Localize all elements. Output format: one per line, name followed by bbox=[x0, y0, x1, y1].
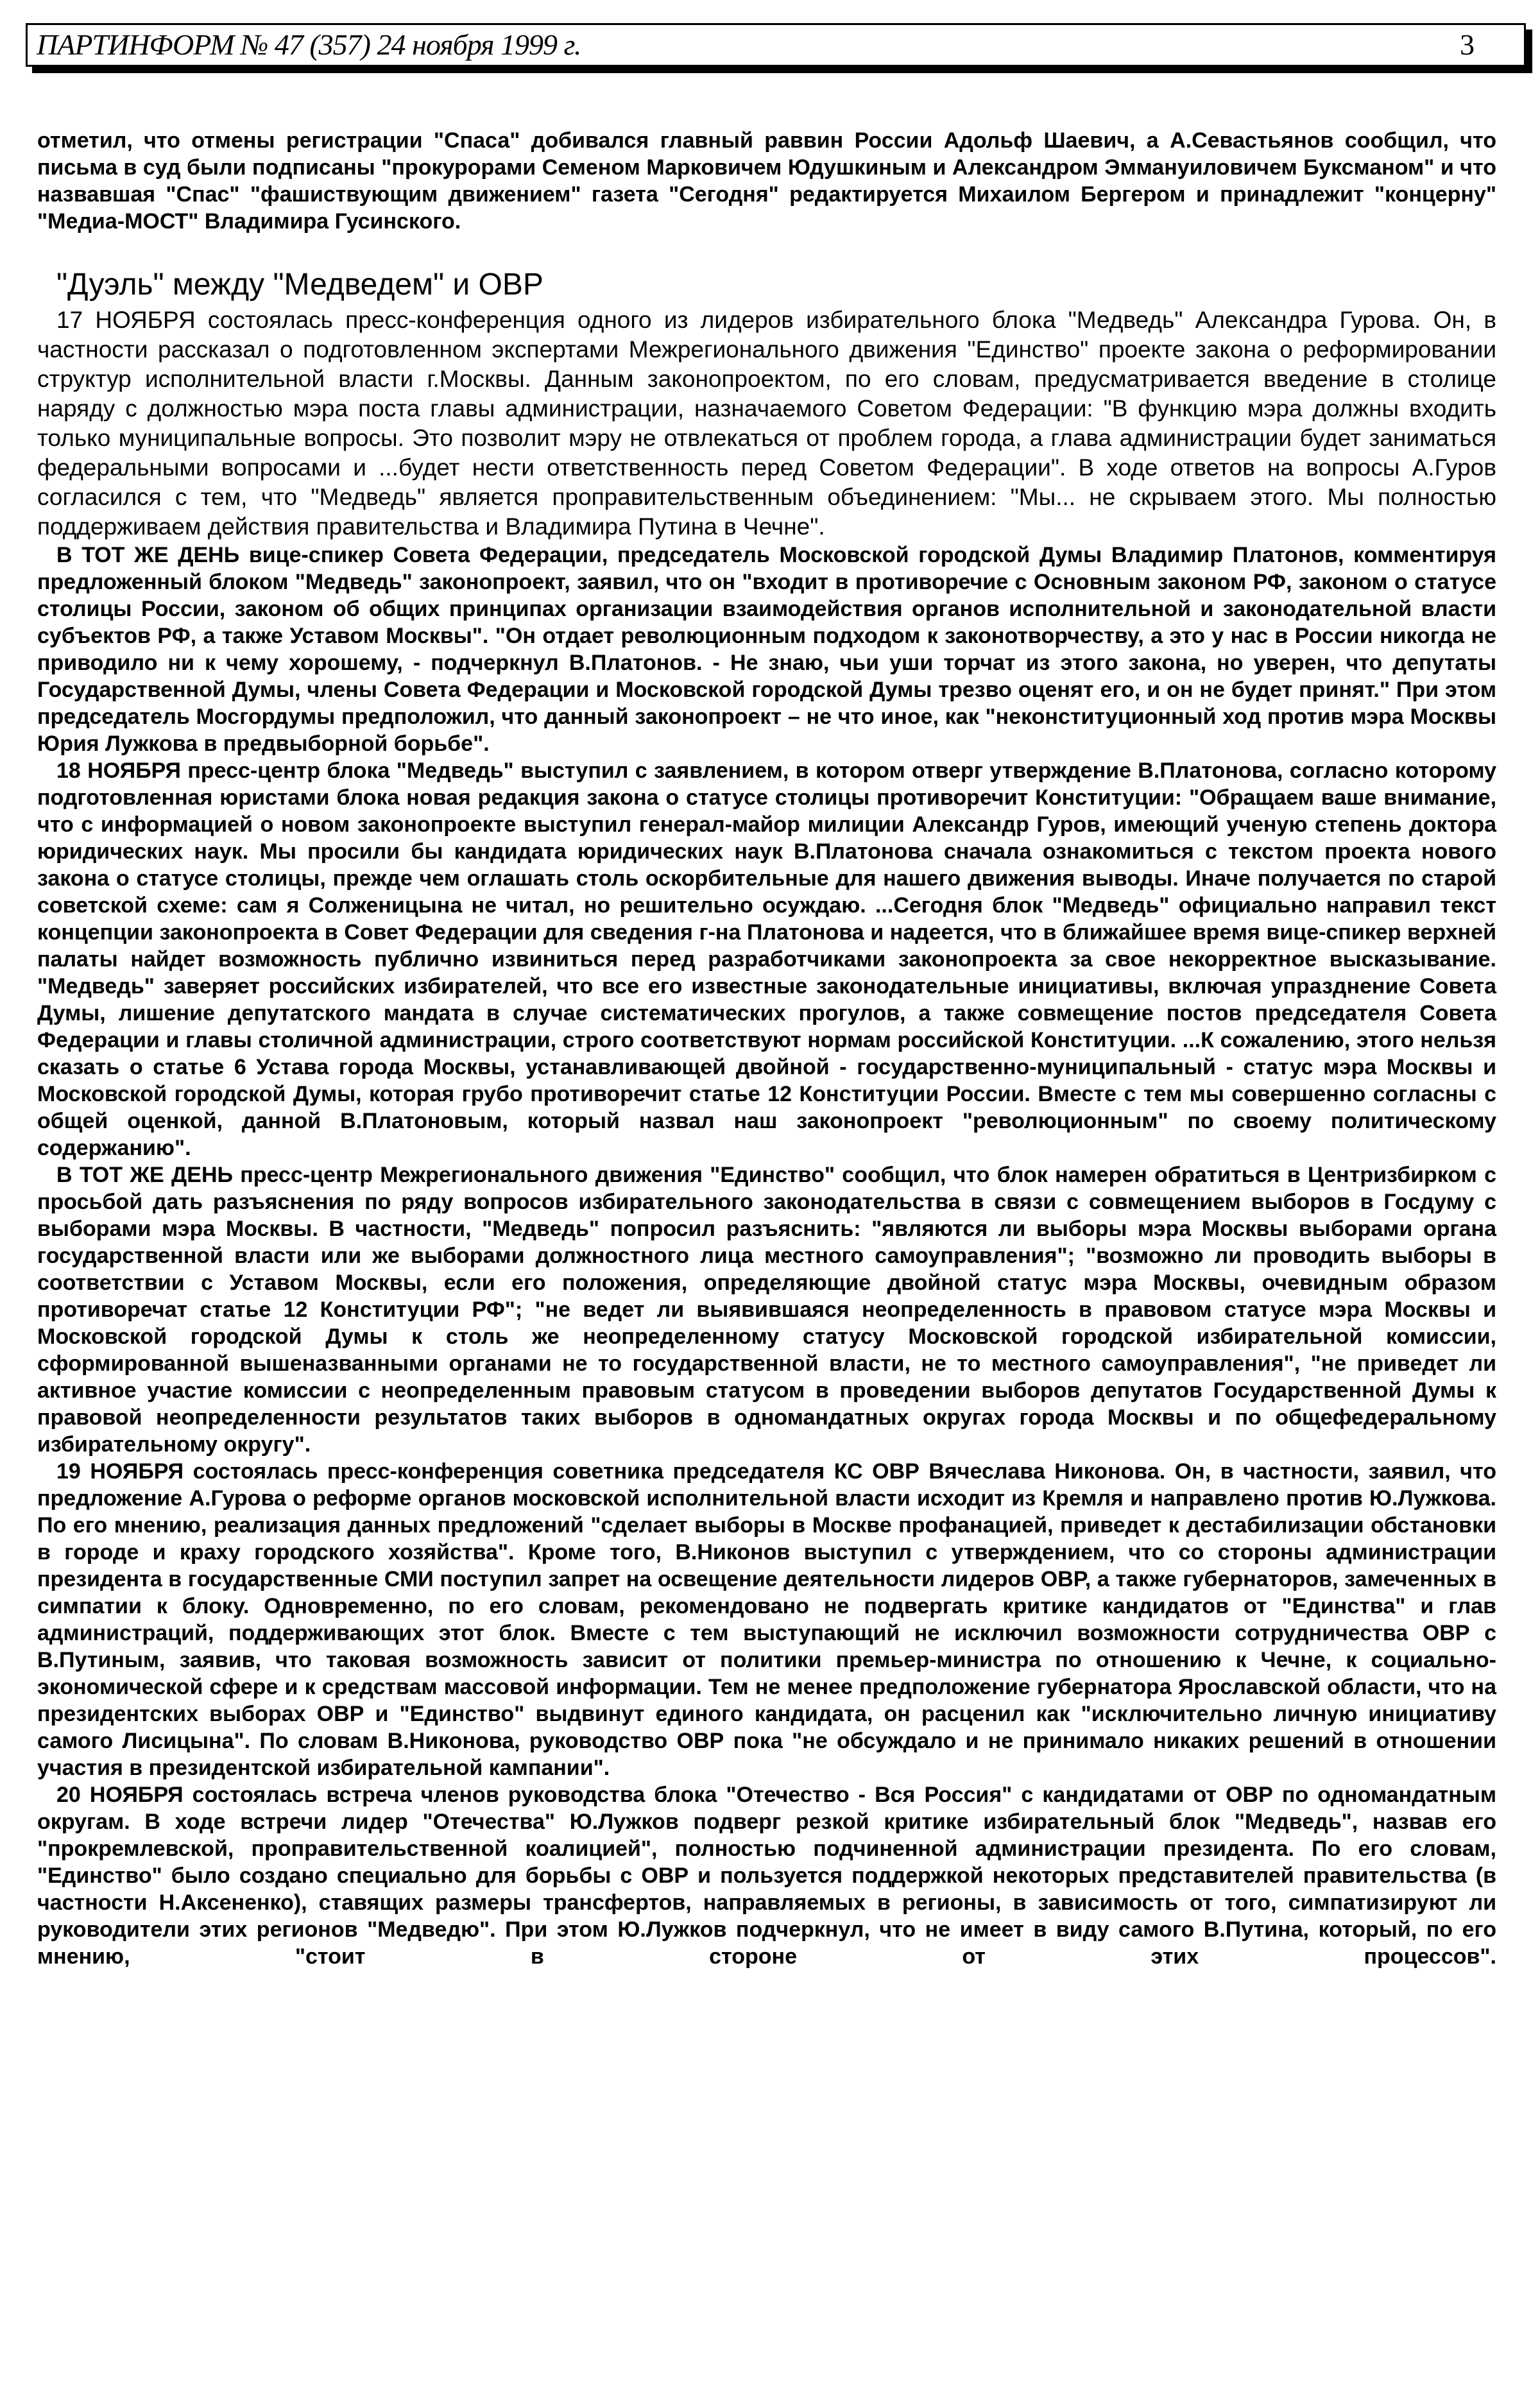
paragraph-lead: 20 НОЯБРЯ bbox=[56, 1783, 184, 1807]
paragraph-text: пресс-центр блока "Медведь" выступил с заявлением, в котором отверг утверждение В.Платонова, согласно которому подготовленная юристами блока новая редакция закона о статусе столицы противоречит Конституции: "Обращаем ваше внимание, что с информацией о новом законопроекте выступил генерал-майор милиции Александр Гуров, имеющий ученую степень доктора юридических наук. Мы просили бы кандидата юридических наук В.Платонова сначала ознакомиться с текстом проекта нового закона о статусе столицы, прежде чем оглашать столь оскорбительные для нашего движения выводы. Иначе получается по старой советской схеме: сам я Солженицына не читал, но решительно осуждаю. ...Сегодня блок "Медведь" официально направил текст концепции законопроекта в Совет Федерации для сведения г-на Платонова и надеется, что в ближайшее время вице-спикер верхней палаты найдет возможность публично извиниться перед разработчиками законопроекта за свое некорректное высказывание. "Медведь" заверяет российских избирателей, что все его известные законодательные инициативы, включая упразднение Совета Думы, лишение депутатского мандата в случае систематических прогулов, а также совмещение постов председателя Совета Федерации и главы столичной администрации, строго соответствуют нормам российской Конституции. ...К сожалению, этого нельзя сказать о статье 6 Устава города Москвы, устанавливающей двойной - государственно-муниципальный - статус мэра Москвы и Московской городской Думы, которая грубо противоречит статье 12 Конституции России. Вместе с тем мы совершенно согласны с общей оценкой, данной В.Платоновым, который назвал наш законопроект "революционным" по своему политическому содержанию". bbox=[37, 758, 1496, 1160]
paragraph-nov-19 bbox=[37, 1458, 1496, 1781]
paragraph-nov-18 bbox=[37, 757, 1496, 1161]
paragraph-lead: В ТОТ ЖЕ ДЕНЬ bbox=[56, 543, 240, 567]
paragraph-text: состоялась встреча членов руководства блока "Отечество - Вся Россия" с кандидатами от ОВР по одномандатным округам. В ходе встречи лидер "Отечества" Ю.Лужков подверг резкой критике избирательный блок "Медведь", назвав его "прокремлевской, проправительственной коалицией", полностью подчиненной администрации президента. По его словам, "Единство" было создано специально для борьбы с ОВР и пользуется поддержкой некоторых представителей правительства (в частности Н.Аксененко), ставящих размеры трансфертов, направляемых в регионы, в зависимость от того, симпатизируют ли руководители этих регионов "Медведю". При этом Ю.Лужков подчеркнул, что не имеет в виду самого В.Путина, который, по его мнению, "стоит в стороне от этих процессов". bbox=[37, 1783, 1496, 1969]
page-header bbox=[26, 23, 1526, 67]
paragraph-lead: 18 НОЯБРЯ bbox=[56, 758, 181, 783]
paragraph-lead: 17 НОЯБРЯ bbox=[56, 307, 196, 333]
paragraph-lead: 19 НОЯБРЯ bbox=[56, 1459, 184, 1484]
paragraph-lead: В ТОТ ЖЕ ДЕНЬ bbox=[56, 1163, 233, 1187]
article-content bbox=[37, 127, 1496, 1970]
paragraph-text: состоялась пресс-конференция советника председателя КС ОВР Вячеслава Никонова. Он, в частности, заявил, что предложение А.Гурова о реформе органов московской исполнительной власти исходит из Кремля и направлено против Ю.Лужкова. По его мнению, реализация данных предложений "сделает выборы в Москве профанацией, приведет к дестабилизации обстановки в городе и краху городского хозяйства". Кроме того, В.Никонов выступил с утверждением, что со стороны администрации президента в государственные СМИ поступил запрет на освещение деятельности лидеров ОВР, а также губернаторов, замеченных в симпатии к блоку. Одновременно, по его словам, рекомендовано не подвергать критике кандидатов от "Единства" и глав администраций, поддерживающих этот блок. Вместе с тем выступающий не исключил возможности сотрудничества ОВР с В.Путиным, заявив, что таковая возможность зависит от политики премьер-министра по отношению к Чечне, к социально-экономической сфере и к средствам массовой информации. Тем не менее предположение губернатора Ярославской области, что на президентских выборах ОВР и "Единство" выдвинут единого кандидата, он расценил как "исключительно личную инициативу самого Лисицына". По словам В.Никонова, руководство ОВР пока "не обсуждало и не принимало никаких решений в отношении участия в президентской избирательной кампании". bbox=[37, 1459, 1496, 1780]
newspaper-issue-title: ПАРТИНФОРМ № 47 (357) 24 ноября 1999 г. bbox=[37, 28, 581, 61]
paragraph-same-day-edinstvo bbox=[37, 1161, 1496, 1458]
article-heading: "Дуэль" между "Медведем" и ОВР bbox=[56, 268, 543, 302]
paragraph-text: пресс-центр Межрегионального движения "Единство" сообщил, что блок намерен обратиться в Центризбирком с просьбой дать разъяснения по ряду вопросов избирательного законодательства в связи с совмещением выборов в Госдуму с выборами мэра Москвы. В частности, "Медведь" попросил разъяснить: "являются ли выборы мэра Москвы выборами органа государственной власти или же выборами должностного лица местного самоуправления"; "возможно ли проводить выборы в соответствии с Уставом Москвы, если его положения, определяющие двойной статус мэра Москвы, очевидным образом противоречат статье 12 Конституции РФ"; "не ведет ли выявившаяся неопределенность в правовом статусе мэра Москвы и Московской городской Думы к столь же неопределенному статусу Московской городской избирательной комиссии, сформированной вышеназванными органами не то государственной власти, не то местного самоуправления", "не приведет ли активное участие комиссии с неопределенным правовым статусом в проведении выборов депутатов Государственной Думы к правовой неопределенности результатов таких выборов в одномандатных округах города Москвы и по общефедеральному избирательному округу". bbox=[37, 1163, 1497, 1457]
paragraph-nov-20 bbox=[37, 1781, 1496, 1970]
paragraph-same-day-platonov bbox=[37, 542, 1496, 757]
page-number: 3 bbox=[1460, 28, 1474, 61]
paragraph-nov-17 bbox=[37, 305, 1496, 542]
paragraph-text: состоялась пресс-конференция одного из лидеров избирательного блока "Медведь" Александра Гурова. Он, в частности рассказал о подготовленном экспертами Межрегионального движения "Единство" проекте закона о реформировании структур исполнительной власти г.Москвы. Данным законопроектом, по его словам, предусматривается введение в столице наряду с должностью мэра поста главы администрации, назначаемого Советом Федерации: "В функцию мэра должны входить только муниципальные вопросы. Это позволит мэру не отвлекаться от проблем города, а глава администрации будет заниматься федеральными вопросами и ...будет нести ответственность перед Советом Федерации". В ходе ответов на вопросы А.Гуров согласился с тем, что "Медведь" является проправительственным объединением: "Мы... не скрываем этого. Мы полностью поддерживаем действия правительства и Владимира Путина в Чечне". bbox=[37, 307, 1497, 540]
paragraph-text: вице-спикер Совета Федерации, председатель Московской городской Думы Владимир Платонов, комментируя предложенный блоком "Медведь" законопроект, заявил, что он "входит в противоречие с Основным законом РФ, законом о статусе столицы России, законом об общих принципах организации взаимодействия органов исполнительной и законодательной власти субъектов РФ, а также Уставом Москвы". "Он отдает революционным подходом к законотворчеству, а это у нас в России никогда не приводило ни к чему хорошему, - подчеркнул В.Платонов. - Не знаю, чьи уши торчат из этого закона, но уверен, что депутаты Государственной Думы, члены Совета Федерации и Московской городской Думы трезво оценят его, и он не будет принят." При этом председатель Мосгордумы предположил, что данный законопроект – не что иное, как "неконституционный ход против мэра Москвы Юрия Лужкова в предвыборной борьбе". bbox=[37, 543, 1496, 756]
intro-paragraph: отметил, что отмены регистрации "Спаса" добивался главный раввин России Адольф Шаевич, а А.Севастьянов сообщил, что письма в суд были подписаны "прокурорами Семеном Марковичем Юдушкиным и Александром Эммануиловичем Буксманом" и что назвавшая "Спас" "фашиствующим движением" газета "Сегодня" редактируется Михаилом Бергером и принадлежит "концерну" "Медиа-МОСТ" Владимира Гусинского. bbox=[37, 128, 1496, 234]
